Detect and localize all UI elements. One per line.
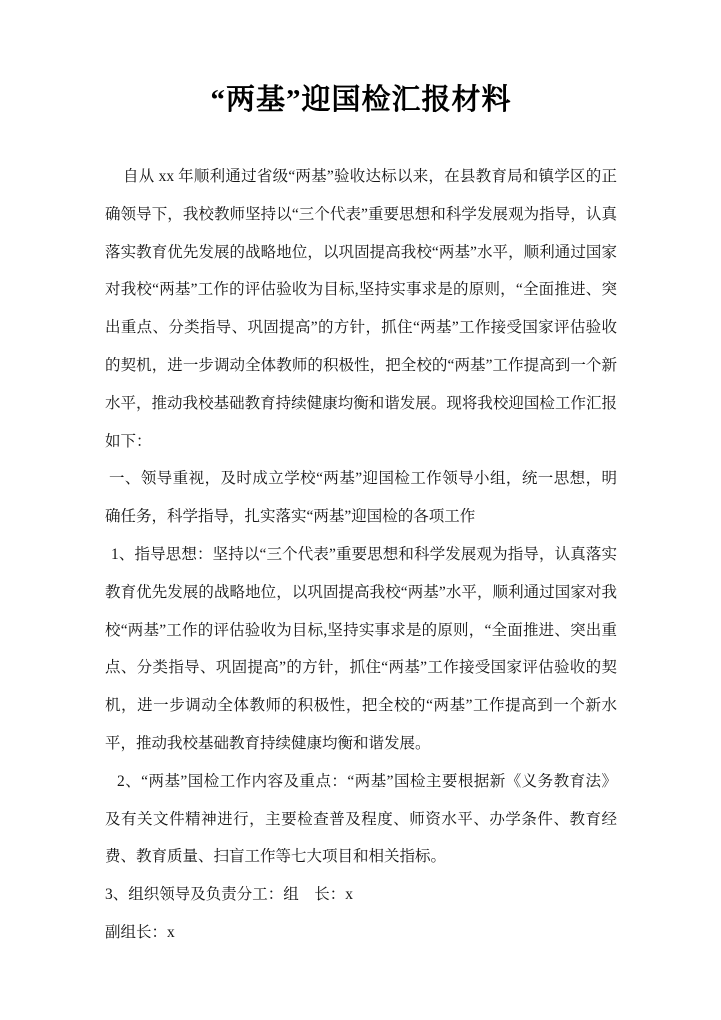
document-title: “两基”迎国检汇报材料 (210, 84, 512, 116)
paragraph-section-1-heading: 一、领导重视，及时成立学校“两基”迎国检工作领导小组，统一思想，明确任务，科学指导，扎实落实“两基”迎国检的各项工作 (105, 470, 617, 526)
paragraph-intro: 自从 xx 年顺利通过省级“两基”验收达标以来，在县教育局和镇学区的正确领导下，我校教师坚持以“三个代表”重要思想和科学发展观为指导，认真落实教育优先发展的战略地位，以巩固提高我校“两基”水平，顺利通过国家对我校“两基”工作的评估验收为目标,坚持实事求是的原则，“全面推进、突出重点、分类指导、巩固提高”的方针，抓住“两基”工作接受国家评估验收的契机，进一步调动全体教师的积极性，把全校的“两基”工作提高到一个新水平，推动我校基础教育持续健康均衡和谐发展。现将我校迎国检工作汇报如下： (105, 168, 617, 450)
paragraph-organization-leaders: 3、组织领导及负责分工：组 长：x (105, 886, 354, 904)
paragraph-inspection-content: 2、“两基”国检工作内容及重点：“两基”国检主要根据新《义务教育法》及有关文件精神进行，主要检查普及程度、师资水平、办学条件、教育经费、教育质量、扫盲工作等七大项目和相关指标。 (105, 772, 617, 866)
paragraph-guiding-ideology: 1、指导思想：坚持以“三个代表”重要思想和科学发展观为指导，认真落实教育优先发展的战略地位，以巩固提高我校“两基”水平，顺利通过国家对我校“两基”工作的评估验收为目标,坚持实事求是的原则，“全面推进、突出重点、分类指导、巩固提高”的方针，抓住“两基”工作接受国家评估验收的契机，进一步调动全体教师的积极性，把全校的“两基”工作提高到一个新水平，推动我校基础教育持续健康均衡和谐发展。 (105, 545, 617, 752)
paragraph-deputy-leader: 副组长：x (105, 923, 175, 941)
